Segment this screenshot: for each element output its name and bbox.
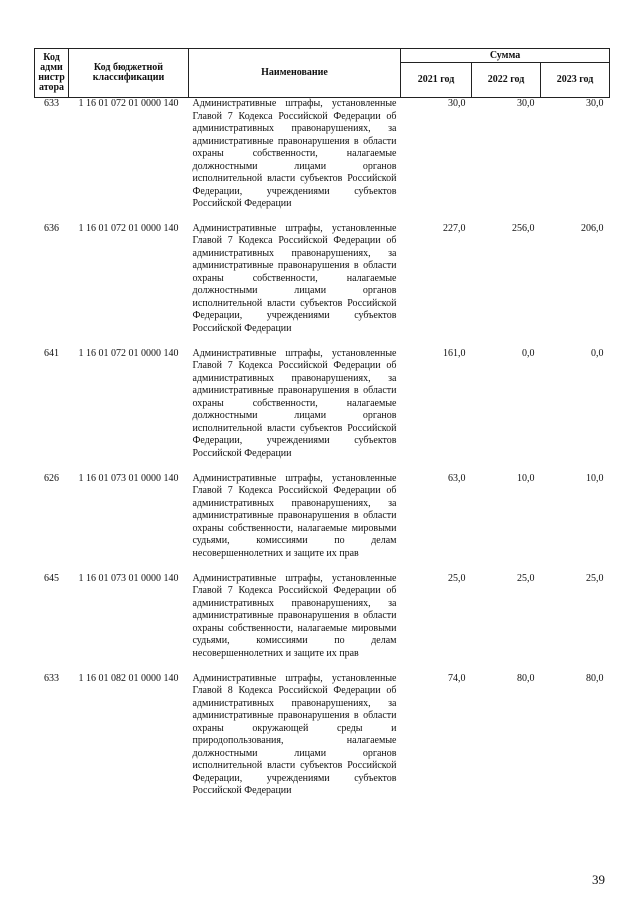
admin-code-header: Код адми нистр атора <box>35 49 69 98</box>
amount-2022: 256,0 <box>512 222 535 234</box>
kbk-code-header: Код бюджетной классификации <box>69 49 189 98</box>
table-row <box>35 223 610 348</box>
kbk-code: 1 16 01 073 01 0000 140 <box>78 572 179 584</box>
admin-code: 636 <box>44 222 59 234</box>
admin-code: 633 <box>44 672 59 684</box>
table-row <box>35 673 610 823</box>
amount-2021: 74,0 <box>448 672 466 684</box>
amount-2023: 30,0 <box>586 98 604 109</box>
amount-2022: 10,0 <box>517 472 535 484</box>
revenue-name: Административные штрафы, установленные Главой 7 Кодекса Российской Федерации об административных правонарушениях, за административные правонарушения в области охраны собственности, налагаемые должностными лицами органов исполнительной власти субъектов Российской Федерации, учреждениями субъектов Российской Федерации <box>192 98 397 209</box>
amount-2022: 80,0 <box>517 672 535 684</box>
amount-2021: 227,0 <box>443 222 466 234</box>
kbk-code: 1 16 01 072 01 0000 140 <box>78 347 179 359</box>
table-row <box>35 98 610 223</box>
admin-code: 626 <box>44 472 59 484</box>
kbk-code: 1 16 01 082 01 0000 140 <box>78 672 179 684</box>
page-number: 39 <box>592 872 605 887</box>
amount-2023: 206,0 <box>581 222 604 234</box>
amount-2022: 25,0 <box>517 572 535 584</box>
amount-2023: 25,0 <box>586 572 604 584</box>
kbk-code: 1 16 01 073 01 0000 140 <box>78 472 179 484</box>
year-header-2021: 2021 год <box>401 63 472 98</box>
name-header: Наименование <box>189 49 401 98</box>
revenue-name: Административные штрафы, установленные Главой 7 Кодекса Российской Федерации об административных правонарушениях, за административные правонарушения в области охраны собственности, налагаемые мировыми судьями, комиссиями по делам несовершеннолетних и защите их прав <box>192 572 397 659</box>
amount-2021: 161,0 <box>443 347 466 359</box>
admin-code: 645 <box>44 572 59 584</box>
revenue-name: Административные штрафы, установленные Главой 7 Кодекса Российской Федерации об административных правонарушениях, за административные правонарушения в области охраны собственности, налагаемые мировыми судьями, комиссиями по делам несовершеннолетних и защите их прав <box>192 472 397 559</box>
amount-2023: 0,0 <box>591 347 604 359</box>
admin-code: 641 <box>44 347 59 359</box>
amount-2021: 25,0 <box>448 572 466 584</box>
table-row <box>35 473 610 573</box>
year-header-2022: 2022 год <box>472 63 541 98</box>
kbk-code: 1 16 01 072 01 0000 140 <box>78 222 179 234</box>
revenue-name: Административные штрафы, установленные Главой 7 Кодекса Российской Федерации об административных правонарушениях, за административные правонарушения в области охраны собственности, налагаемые должностными лицами органов исполнительной власти субъектов Российской Федерации, учреждениями субъектов Российской Федерации <box>192 347 397 459</box>
table-row <box>35 348 610 473</box>
amount-2023: 10,0 <box>586 472 604 484</box>
table-row <box>35 573 610 673</box>
sum-header: Сумма <box>401 49 610 63</box>
revenue-name: Административные штрафы, установленные Главой 8 Кодекса Российской Федерации об административных правонарушениях, за административные правонарушения в области охраны окружающей среды и природопользования, налагаемые должностными лицами органов исполнительной власти субъектов Российской Федерации, учреждениями субъектов Российской Федерации <box>192 672 397 796</box>
admin-code: 633 <box>44 98 59 109</box>
year-header-2023: 2023 год <box>541 63 610 98</box>
budget-revenue-table <box>34 48 610 823</box>
kbk-code: 1 16 01 072 01 0000 140 <box>78 98 179 109</box>
amount-2021: 30,0 <box>448 98 466 109</box>
amount-2022: 30,0 <box>517 98 535 109</box>
revenue-name: Административные штрафы, установленные Главой 7 Кодекса Российской Федерации об административных правонарушениях, за административные правонарушения в области охраны собственности, налагаемые должностными лицами органов исполнительной власти субъектов Российской Федерации, учреждениями субъектов Российской Федерации <box>192 222 397 334</box>
amount-2021: 63,0 <box>448 472 466 484</box>
amount-2023: 80,0 <box>586 672 604 684</box>
amount-2022: 0,0 <box>522 347 535 359</box>
